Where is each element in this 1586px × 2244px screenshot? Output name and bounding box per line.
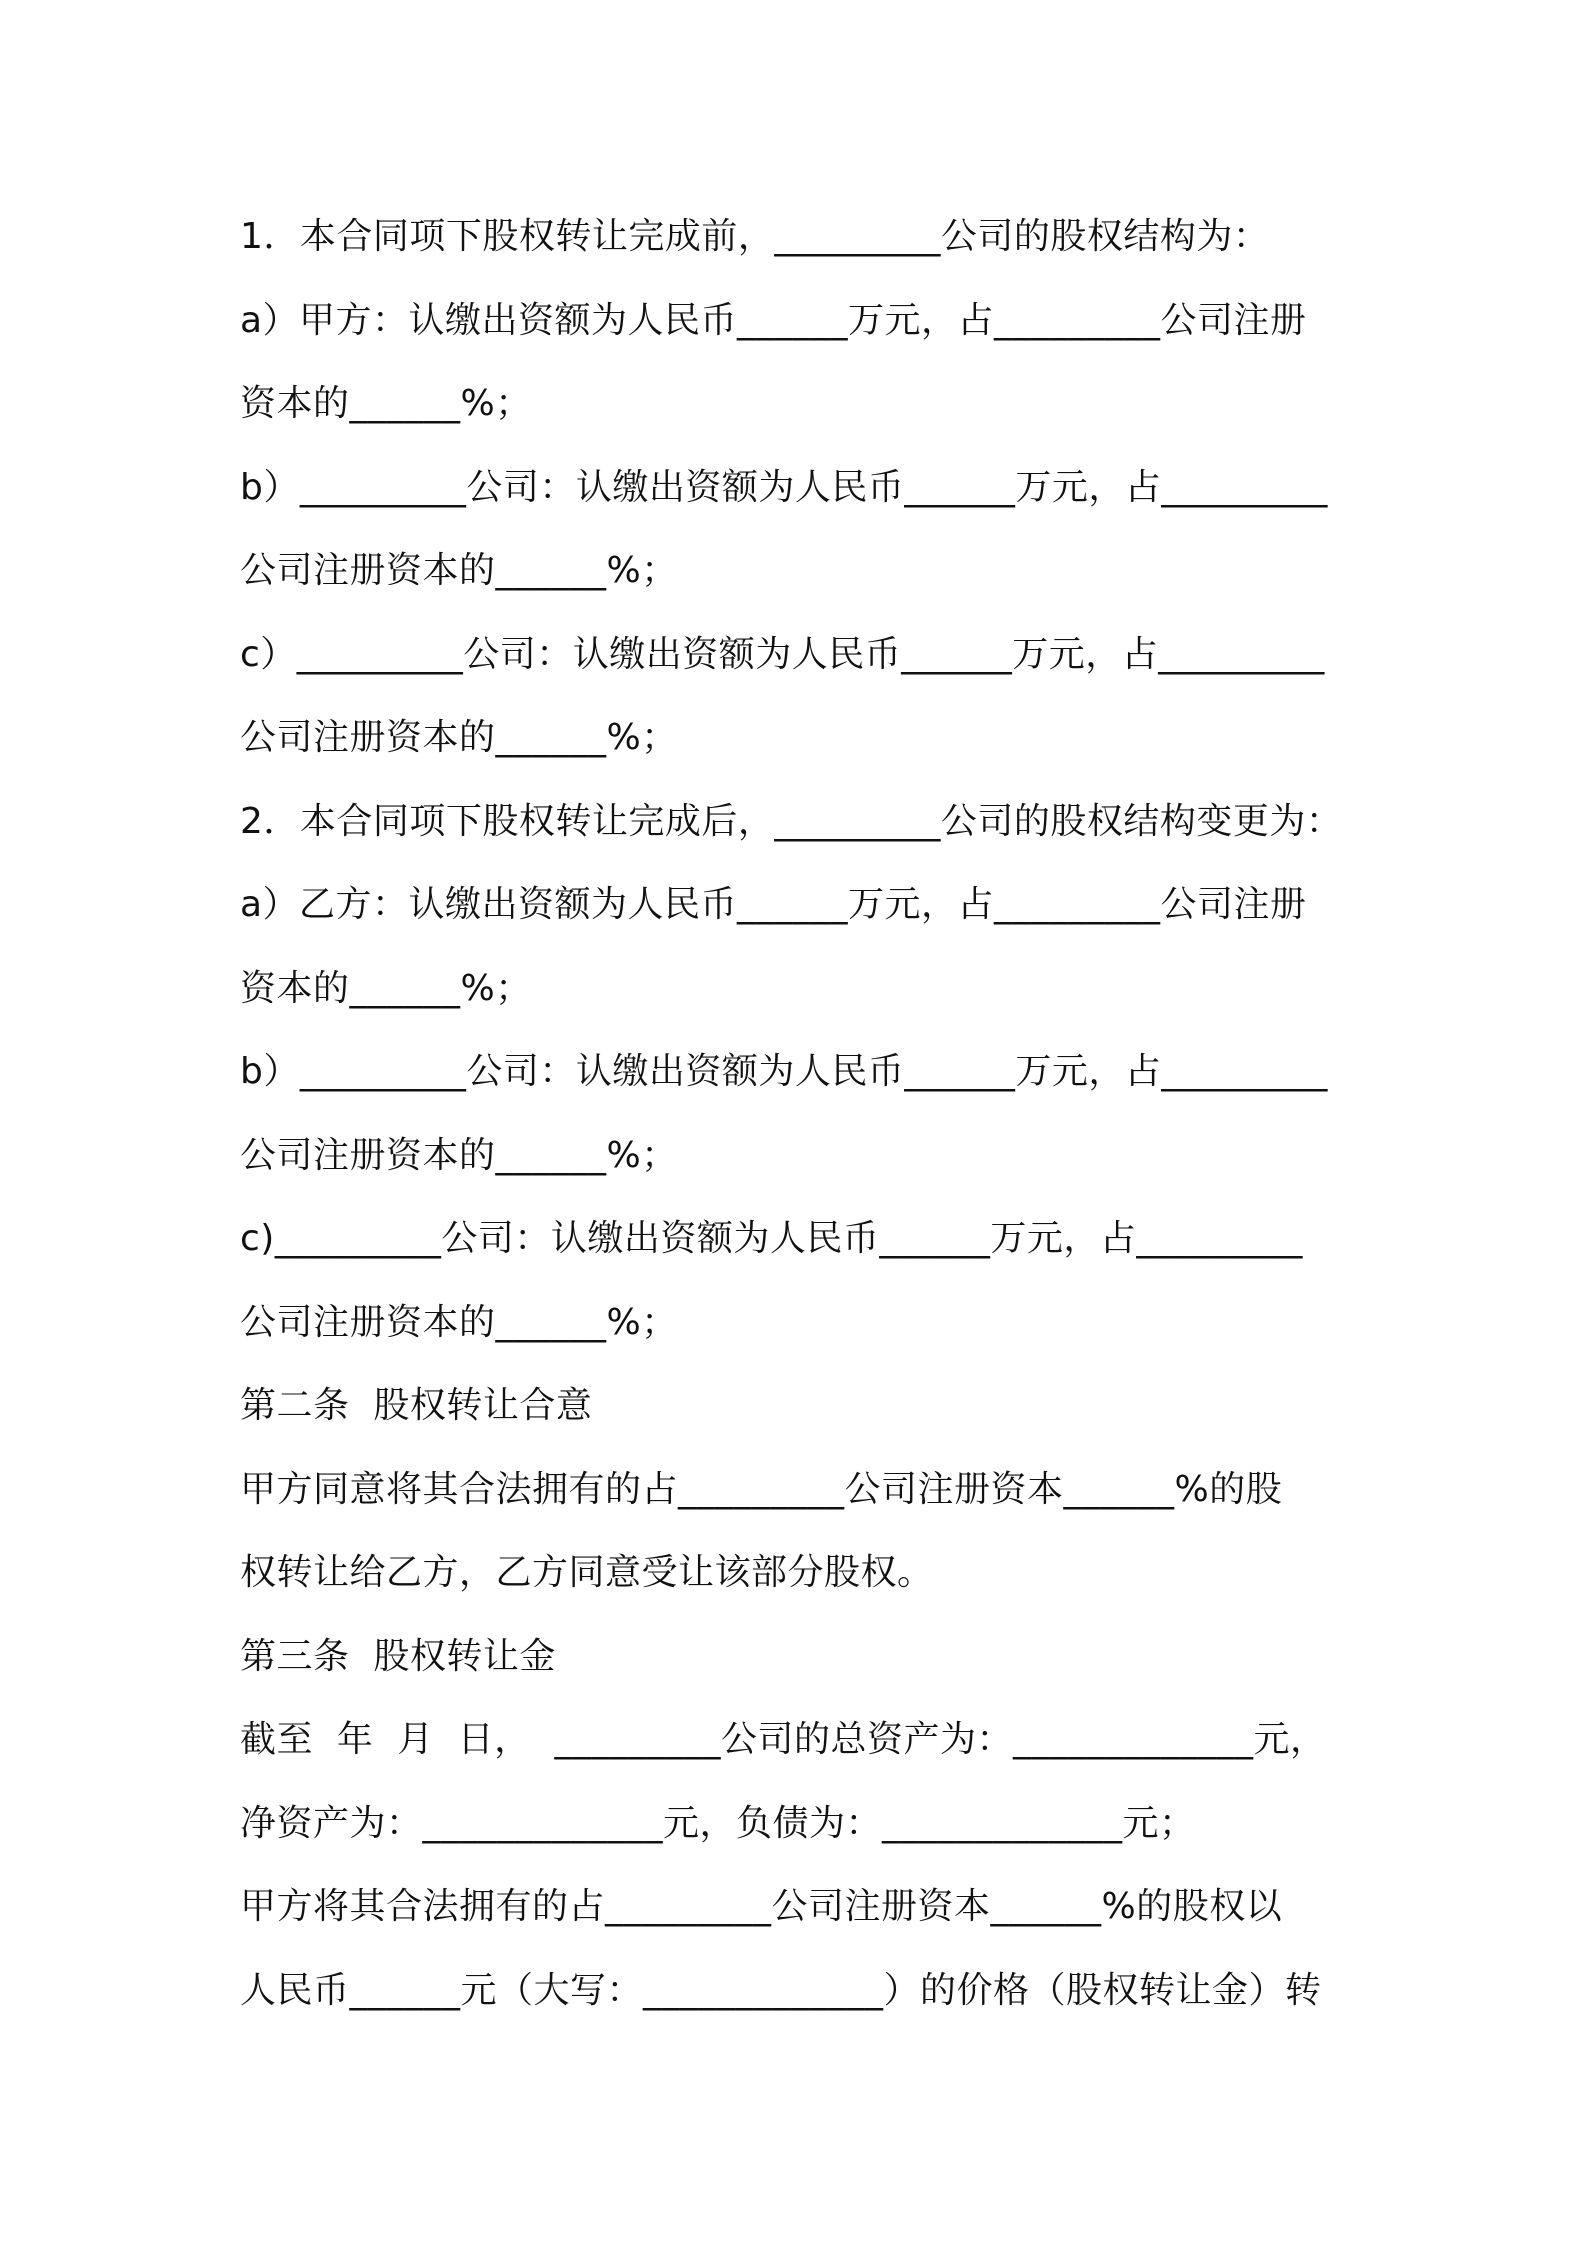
article-2-body-line-1: 甲方同意将其合法拥有的占_________公司注册资本______%的股 — [240, 1468, 1283, 1510]
clause-1c-line-1: c）_________公司：认缴出资额为人民币______万元，占_________ — [240, 633, 1325, 675]
article-3-body-line-3: 甲方将其合法拥有的占_________公司注册资本______%的股权以 — [240, 1886, 1283, 1927]
clause-1a-line-1: a）甲方：认缴出资额为人民币______万元，占_________公司注册 — [240, 299, 1307, 341]
clause-2b-line-1: b）_________公司：认缴出资额为人民币______万元，占_________ — [240, 1051, 1328, 1092]
clause-2c-line-2: 公司注册资本的______%； — [240, 1301, 678, 1343]
clause-2a-line-2: 资本的______%； — [240, 967, 532, 1009]
clause-2a-line-1: a）乙方：认缴出资额为人民币______万元，占_________公司注册 — [240, 884, 1307, 925]
article-2-body-line-2: 权转让给乙方，乙方同意受让该部分股权。 — [240, 1552, 934, 1593]
article-2-title: 第二条 股权转让合意 — [240, 1385, 593, 1426]
article-3-body-line-1: 截至 年 月 日， _________公司的总资产为：_____________元， — [240, 1719, 1327, 1760]
article-3-body-line-2: 净资产为：_____________元，负债为：_____________元； — [240, 1802, 1196, 1844]
article-3-body-line-4: 人民币______元（大写：_____________）的价格（股权转让金）转 — [240, 1969, 1322, 2011]
clause-1b-line-2: 公司注册资本的______%； — [240, 550, 678, 591]
clause-1b-line-1: b）_________公司：认缴出资额为人民币______万元，占_________ — [240, 466, 1328, 508]
clause-2b-line-2: 公司注册资本的______%； — [240, 1134, 678, 1176]
clause-1a-line-2: 资本的______%； — [240, 383, 532, 424]
clause-2c-line-1: c)_________公司：认缴出资额为人民币______万元，占_________ — [240, 1218, 1303, 1259]
document-page — [240, 195, 1360, 2032]
clause-2-heading: 2．本合同项下股权转让完成后，_________公司的股权结构变更为： — [240, 800, 1343, 842]
article-3-title: 第三条 股权转让金 — [240, 1635, 556, 1677]
clause-1-heading: 1．本合同项下股权转让完成前，_________公司的股权结构为： — [240, 216, 1270, 257]
clause-1c-line-2: 公司注册资本的______%； — [240, 717, 678, 758]
